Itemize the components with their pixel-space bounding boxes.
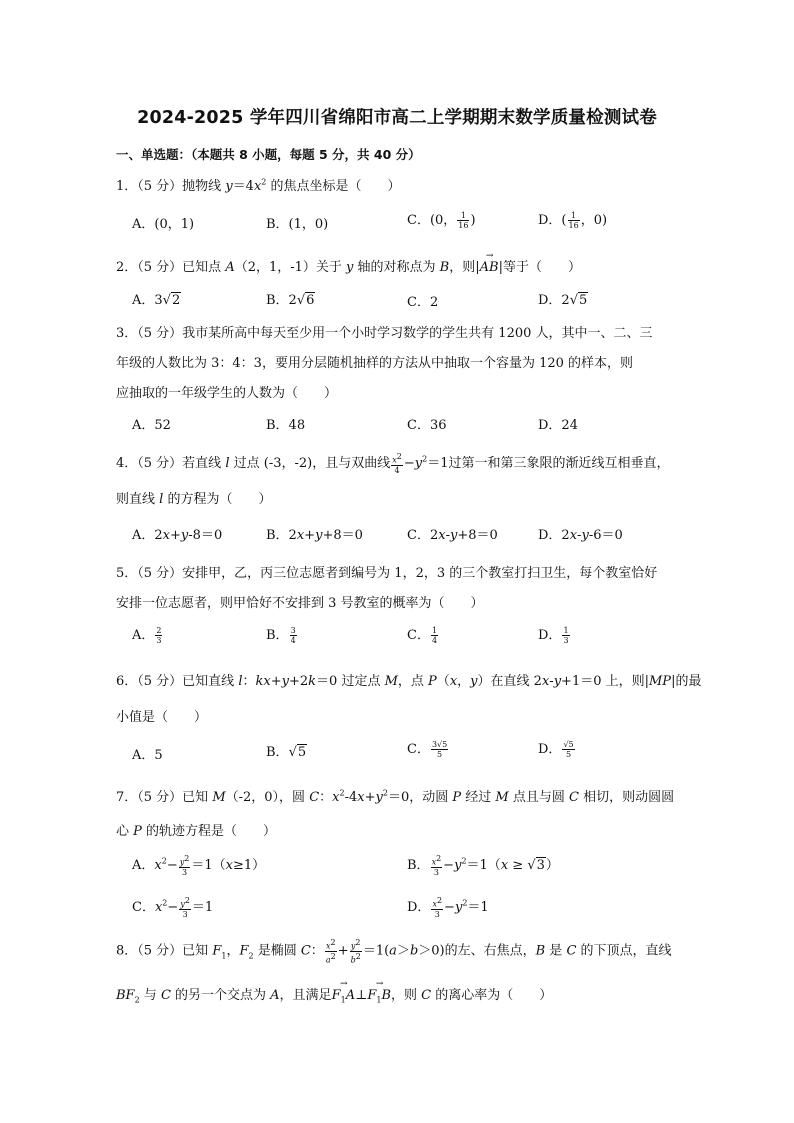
q7-option-c: C．$x^2-$ $\frac{y^2}{3}$ ＝1 [132,896,214,919]
q1-option-c: C．(0， $\frac{1}{16}$ ) [407,211,476,230]
q3-option-d: D．24 [538,418,578,433]
q5-option-b: B． $\frac{3}{4}$ [266,626,296,645]
q4-option-c: C．2x-y+8＝0 [407,528,498,543]
q5-option-c: C． $\frac{1}{4}$ [407,626,438,645]
q4-option-d: D．2x-y-6＝0 [538,528,623,543]
q7-option-d: D． $\frac{x^2}{3}$ $-y^2=1$ [407,896,489,919]
question-7-line-2: 心 P 的轨迹方程是（ ） [116,824,277,839]
question-5-line-1: 5．（5 分）安排甲，乙，丙三位志愿者到编号为 1，2，3 的三个教室打扫卫生，每个教室恰好 [116,566,658,581]
question-5-line-2: 安排一位志愿者，则甲恰好不安排到 3 号教室的概率为（ ） [116,596,484,611]
q1-option-d: D．( $\frac{1}{16}$ ，0) [538,211,608,230]
page-title: 2024-2025 学年四川省绵阳市高二上学期期末数学质量检测试卷 [137,108,657,128]
question-3-line-2: 年级的人数比为 3：4：3，要用分层随机抽样的方法从中抽取一个容量为 120 的样本，则 [116,356,634,371]
question-6-line-1: 6．（5 分）已知直线 l：kx+y+2k＝0 过定点 M，点 P（x，y）在直线 2x-y+1＝0 上，则|MP|的最 [116,674,702,689]
question-4-line-1: 4．（5 分）若直线 l 过点 (-3，-2)，且与双曲线 $\frac{x^2}{4}$ $-y^2=1$过第一和第三象限的渐近线互相垂直， [116,452,670,475]
question-6-line-2: 小值是（ ） [116,710,208,725]
question-3-line-3: 应抽取的一年级学生的人数为（ ） [116,386,338,401]
question-4-line-2: 则直线 l 的方程为（ ） [116,492,272,507]
q5-option-d: D． $\frac{1}{3}$ [538,626,569,645]
q2-option-b: B．2√6 [266,293,315,308]
q1-option-b: B．(1，0) [266,217,329,232]
q7-option-a: A．$x^2-$ $\frac{y^2}{3}$ ＝1（x≥1） [132,854,266,877]
q4-option-b: B．2x+y+8＝0 [266,528,363,543]
q6-option-a: A．5 [132,748,163,763]
question-8-line-2: $BF_2$ 与 C 的另一个交点为 A，且满足→ $F_1A\perp\to F_1B$，则 C 的离心率为（ ） [116,984,552,1005]
q5-option-a: A． $\frac{2}{3}$ [132,626,162,645]
q6-option-d: D． $\frac{√5}{5}$ [538,740,574,759]
question-3-line-1: 3．（5 分）我市某所高中每天至少用一个小时学习数学的学生共有 1200 人，其中一、二、三 [116,326,653,341]
question-7-line-1: 7．（5 分）已知 M（-2，0），圆 C：$x^2-4x+y^2=0$，动圆 P 经过 M 点且与圆 C 相切，则动圆圆 [116,788,675,805]
q2-option-a: A．3√2 [132,293,181,308]
q3-option-a: A．52 [132,418,171,433]
q2-option-c: C．2 [407,295,439,310]
q7-option-b: B． $\frac{x^2}{3}$ $-y^2=1(x \ge √3)$ [407,854,559,877]
q3-option-b: B．48 [266,418,306,433]
section-heading: 一、单选题：（本题共 8 小题，每题 5 分，共 40 分） [116,147,421,162]
q3-option-c: C．36 [407,418,447,433]
q6-option-c: C． $\frac{3√5}{5}$ [407,740,448,759]
question-2: 2．（5 分）已知点 A（2，1，-1）关于 y 轴的对称点为 B，则|→ AB|等于（ ） [116,256,581,275]
q1-option-a: A．(0，1) [132,217,195,232]
question-1: 1．（5 分）抛物线 $y=4x^2$ 的焦点坐标是（ ） [116,177,401,194]
q2-option-d: D．2√5 [538,293,588,308]
q4-option-a: A．2x+y-8＝0 [132,528,223,543]
q6-option-b: B．√5 [266,745,307,760]
question-8-line-1: 8．（5 分）已知 $F_1$，$F_2$ 是椭圆 C： $\frac{x^2}{a^2}$ + $\frac{y^2}{b^2}$ ＝1(a＞b＞0)的左、右焦点，B 是 C 的下顶点，直线 [116,938,672,965]
